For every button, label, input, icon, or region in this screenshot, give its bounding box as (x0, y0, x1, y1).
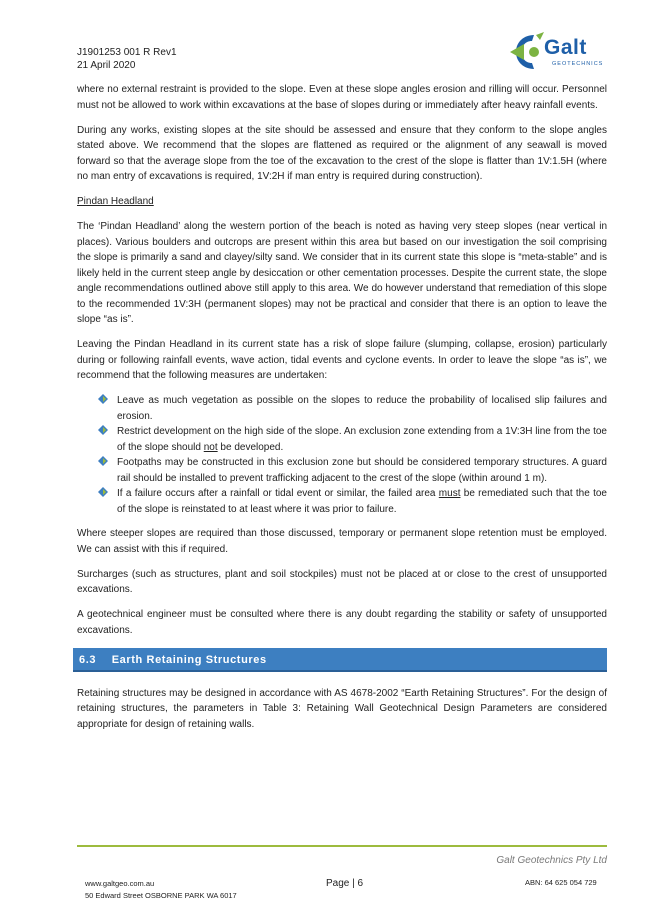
list-item (117, 455, 607, 486)
list-item (117, 486, 607, 517)
list-item-text: Restrict development on the high side of the slope. An exclusion zone extending from a 1V:3H line from the toe of the slope should (117, 426, 607, 453)
diamond-bullet-icon (98, 425, 108, 435)
paragraph: Retaining structures may be designed in accordance with AS 4678-2002 “Earth Retaining Structures”. For the design of retaining structures, the parameters in Table 3: Retaining Wall Geotechnical Design Parameters are considered appropriate for design of retaining walls. (77, 687, 607, 730)
list-item (117, 424, 607, 455)
paragraph: Where steeper slopes are required than those discussed, temporary or permanent slope retention must be employed. We can assist with this if required. (77, 528, 607, 555)
subheading-text: Pindan Headland (77, 196, 154, 207)
document-date: 21 April 2020 (77, 60, 136, 71)
paragraph: The ‘Pindan Headland’ along the western portion of the beach is noted as having very steep slopes (near vertical in places). Various boulders and outcrops are present within this area but based on our investigation the soil comprising the slope is primarily a sand and clayey/silty sand. We consider that in its current state this slope is “meta-stable” and is likely held in the current steep angle by desiccation or other cementation processes. Despite the current state, the slope angle recommendations outlined above still apply to this area. We do however understand that remediation of this slope to the recommended 1V:3H (permanent slopes) may not be practical and consider that there is an option to leave the slope “as is”. (77, 221, 607, 325)
logo-text: Galt (544, 36, 587, 59)
paragraph: During any works, existing slopes at the site should be assessed and ensure that they conform to the slope angles stated above. We recommend that the slopes are flattened as required or the alignment of any seawall is moved forward so that the average slope from the toe of the excavation to the crest of the slope is flatter than 1V:1.5H (where no man entry of excavations is required, 1V:2H if man entry is required during construction). (77, 124, 607, 182)
footer-company: Galt Geotechnics Pty Ltd (496, 855, 607, 866)
diamond-bullet-icon (98, 394, 108, 404)
footer-contact (85, 878, 237, 902)
list-item-text: If a failure occurs after a rainfall or tidal event or similar, the failed area (117, 488, 439, 499)
section-number: 6.3 (79, 653, 97, 666)
section-heading (73, 648, 607, 672)
document-body (77, 82, 607, 742)
measures-list (77, 393, 607, 517)
paragraph: where no external restraint is provided to the slope. Even at these slope angles erosion and rilling will occur. Personnel must not be allowed to work within excavations at the base of slopes during or immediately after heavy rainfall events. (77, 84, 607, 111)
document-header (77, 46, 177, 72)
paragraph: Surcharges (such as structures, plant and soil stockpiles) must not be placed at or close to the crest of unsupported excavations. (77, 568, 607, 595)
page-number: Page | 6 (326, 878, 364, 889)
galt-logo (510, 30, 610, 74)
footer-address: 50 Edward Street OSBORNE PARK WA 6017 (85, 891, 237, 900)
section-title: Earth Retaining Structures (111, 653, 267, 666)
subheading-pindan-headland (77, 194, 607, 210)
paragraph: Leaving the Pindan Headland in its current state has a risk of slope failure (slumping, collapse, erosion) particularly during or following rainfall events, wave action, tidal events and cyclone events. In order to leave the slope “as is”, we recommend that the following measures are undertaken: (77, 339, 607, 381)
list-item-text-end: be developed. (217, 441, 284, 453)
emphasis-must: must (438, 488, 461, 499)
document-reference: J1901253 001 R Rev1 (77, 47, 177, 58)
diamond-bullet-icon (98, 487, 108, 497)
diamond-bullet-icon (98, 456, 108, 466)
list-item-text-end: be remediated such that the toe of the slope is reinstated to at least where it was prior to failure. (117, 488, 607, 515)
logo-subtext: GEOTECHNICS (552, 61, 604, 67)
list-item-text: Leave as much vegetation as possible on the slopes to reduce the probability of localised slip failures and erosion. (117, 395, 607, 422)
list-item (117, 393, 607, 424)
list-item-text: Footpaths may be constructed in this exclusion zone but should be considered temporary structures. A guard rail should be installed to prevent trafficking adjacent to the crest of the slope (within around 1 m). (117, 457, 607, 484)
emphasis-not: not (203, 441, 218, 453)
footer-website-link[interactable]: www.galtgeo.com.au (85, 879, 155, 888)
footer-abn: ABN: 64 625 054 729 (525, 878, 597, 887)
paragraph: A geotechnical engineer must be consulted where there is any doubt regarding the stability or safety of unsupported excavations. (77, 609, 607, 636)
footer-divider (77, 845, 607, 847)
